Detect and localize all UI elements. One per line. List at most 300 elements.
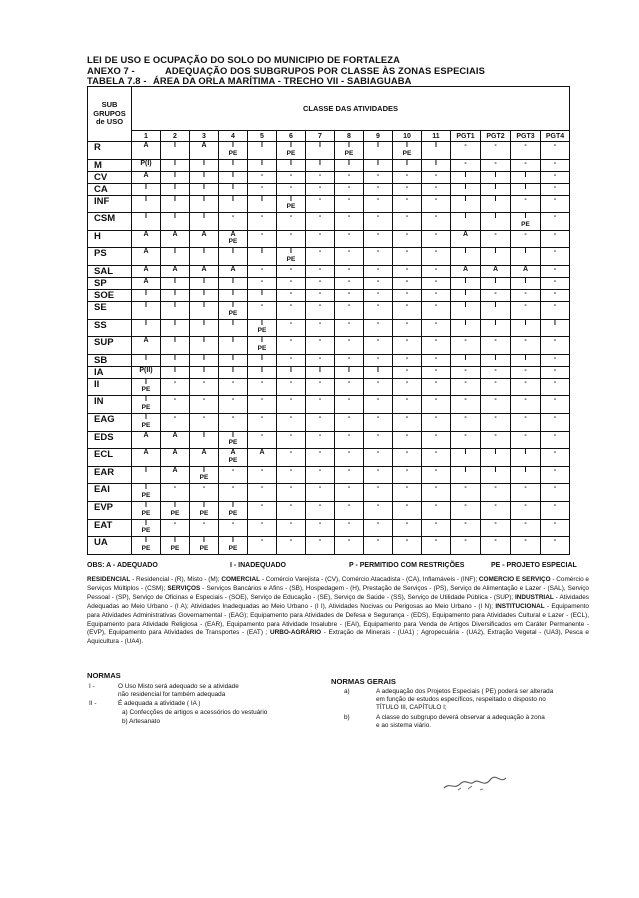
adequacy-cell: - [248,396,277,414]
adequacy-cell: I [481,183,511,195]
adequacy-cell: I [219,159,248,171]
adequacy-cell: - [364,537,393,555]
column-header: 10 [393,131,422,142]
adequacy-cell: - [422,319,451,337]
adequacy-cell: - [422,195,451,213]
adequacy-cell: - [190,484,219,502]
adequacy-cell: I [190,319,219,337]
adequacy-cell: I [511,277,541,289]
column-header-row [88,131,570,142]
adequacy-cell: I PE [132,484,161,502]
adequacy-cell: - [541,501,570,519]
subgroup-cell: SP [88,277,132,289]
adequacy-cell: A [132,449,161,467]
annex-title: ADEQUAÇÃO DOS SUBGRUPOS POR CLASSE ÀS ZONAS ESPECIAIS [165,64,485,76]
adequacy-cell: - [335,289,364,301]
adequacy-cell: A [161,449,190,467]
adequacy-cell: - [481,378,511,396]
adequacy-cell: I [451,289,481,301]
subgroup-cell: EAR [88,466,132,484]
subgroup-cell: CV [88,171,132,183]
adequacy-cell: - [364,396,393,414]
legend-comserv-key: COMERCIO E SERVIÇO [478,576,551,583]
adequacy-cell: I [161,366,190,378]
adequacy-cell: - [541,449,570,467]
adequacy-cell: - [422,301,451,319]
adequacy-cell: - [335,301,364,319]
adequacy-cell: - [481,484,511,502]
adequacy-cell: - [393,519,422,537]
adequacy-cell: I PE [277,195,306,213]
normas-i-mark: I - [89,683,95,690]
adequacy-cell: I [161,159,190,171]
table-row [88,159,570,171]
adequacy-cell: - [541,484,570,502]
normas-gerais-a-mark: a) [344,688,350,695]
adequacy-cell: - [393,337,422,355]
adequacy-cell: - [364,413,393,431]
legend-institucional-key: INSTITUCIONAL [495,602,545,610]
legend-industrial-text: - Atividades Adequadas ao Meio Urbano - (I A); Atividades Inadequadas ao Meio Urbano - (I I), Atividades Nocivas ou Perigosas ao Meio Urbano - (I N); [87,593,589,610]
adequacy-cell: A [161,466,190,484]
legend-comercial-key: COMERCIAL [221,576,261,583]
adequacy-cell: - [335,466,364,484]
adequacy-cell: I PE [219,142,248,160]
adequacy-cell: - [422,449,451,467]
adequacy-cell: A [451,230,481,248]
adequacy-cell: - [541,248,570,266]
table-row [88,142,570,160]
adequacy-cell: - [393,413,422,431]
adequacy-cell: - [161,413,190,431]
adequacy-cell: - [364,248,393,266]
adequacy-cell: - [335,413,364,431]
adequacy-cell: I [451,213,481,231]
adequacy-cell: I PE [219,301,248,319]
adequacy-cell: A [451,265,481,277]
annex-label: ANEXO 7 - [87,64,135,76]
adequacy-cell: I PE [248,319,277,337]
subgroup-cell: EAG [88,413,132,431]
adequacy-cell: - [335,195,364,213]
adequacy-cell: - [422,337,451,355]
adequacy-cell: I [422,142,451,160]
adequacy-cell: I PE [277,142,306,160]
adequacy-cell: I PE [161,537,190,555]
adequacy-cell: I [190,213,219,231]
adequacy-cell: - [277,265,306,277]
adequacy-cell: - [306,277,335,289]
adequacy-cell: I [248,195,277,213]
column-header: 2 [161,131,190,142]
adequacy-cell: I [132,289,161,301]
adequacy-cell: - [511,413,541,431]
adequacy-cell: I [393,159,422,171]
column-header: 11 [422,131,451,142]
adequacy-cell: A [190,449,219,467]
adequacy-cell: I [451,248,481,266]
adequacy-cell: I [161,142,190,160]
adequacy-cell: - [277,378,306,396]
adequacy-cell: - [335,230,364,248]
document-header [87,55,607,87]
column-header: 7 [306,131,335,142]
adequacy-cell: - [511,378,541,396]
adequacy-cell: - [541,396,570,414]
legend-institucional-text: - Equipamento para Atividades Administrativas Governamental - (EAG); Equipamento para Atividades de Defesa e Segurança - (EDS), Equipamento para Atividades Cultural e Lazer - (ECL), Equipamento para Atividade Religiosa - (EAR), Equipamento para Atividade Insalubre - (EAI), Equipamento para Venda de Artigos Diversificados em Caráter Permanente - (EVP), Equipamento para Atividades de Transportes - (EAT) ; [87,602,589,637]
adequacy-cell: I [511,248,541,266]
adequacy-cell: - [541,277,570,289]
adequacy-cell: - [393,301,422,319]
column-header: 8 [335,131,364,142]
adequacy-cell: - [335,277,364,289]
adequacy-cell: I [481,213,511,231]
adequacy-cell: I [219,319,248,337]
law-title: LEI DE USO E OCUPAÇÃO DO SOLO DO MUNICIPIO DE FORTALEZA [87,54,400,65]
adequacy-cell: I [481,449,511,467]
adequacy-cell: - [161,396,190,414]
adequacy-cell: - [422,183,451,195]
adequacy-cell: I [161,337,190,355]
subgroup-cell: INF [88,195,132,213]
adequacy-cell: - [219,484,248,502]
adequacy-cell: A [219,265,248,277]
adequacy-cell: - [219,519,248,537]
adequacy-cell: - [541,171,570,183]
adequacy-cell: I [451,319,481,337]
adequacy-cell: - [248,378,277,396]
adequacy-cell: I [511,171,541,183]
adequacy-cell: - [335,213,364,231]
adequacy-cell: - [306,501,335,519]
adequacy-cell: - [364,277,393,289]
adequacy-cell: - [248,466,277,484]
adequacy-cell: - [248,413,277,431]
adequacy-cell: I [219,248,248,266]
adequacy-cell: - [364,519,393,537]
adequacy-cell: I [511,466,541,484]
subgroup-cell: M [88,159,132,171]
adequacy-cell: I [219,289,248,301]
adequacy-cell: I [511,183,541,195]
adequacy-cell: - [277,230,306,248]
adequacy-cell: - [451,366,481,378]
subgroup-cell: EAI [88,484,132,502]
adequacy-cell: A [132,337,161,355]
subgroup-cell: IA [88,366,132,378]
adequacy-cell: - [393,484,422,502]
adequacy-cell: - [190,396,219,414]
adequacy-cell: - [364,337,393,355]
adequacy-cell: A [132,277,161,289]
adequacy-cell: - [364,431,393,449]
adequacy-cell: - [364,195,393,213]
table-row [88,537,570,555]
adequacy-cell: - [277,354,306,366]
legend-servicos-key: SERVIÇOS [167,584,201,592]
column-header: 1 [132,131,161,142]
normas-ii-mark: II - [89,700,97,707]
adequacy-cell: I [161,301,190,319]
column-header: 3 [190,131,219,142]
adequacy-cell: I [541,319,570,337]
adequacy-cell: - [277,213,306,231]
adequacy-cell: - [511,301,541,319]
adequacy-cell: A [132,142,161,160]
adequacy-cell: A [161,265,190,277]
table-row [88,265,570,277]
normas-a-item: a) Confecções de artigos e acessórios do vestuário [122,709,268,716]
normas-gerais-a-text3: TÍTULO III, CAPÍTULO I; [376,704,447,711]
adequacy-cell: I [132,301,161,319]
adequacy-cell: - [306,171,335,183]
adequacy-cell: - [306,248,335,266]
adequacy-cell: - [277,289,306,301]
adequacy-cell: I [277,366,306,378]
adequacy-cell: - [481,337,511,355]
adequacy-cell: - [364,319,393,337]
adequacy-cell: - [422,484,451,502]
adequacy-cell: A PE [219,230,248,248]
adequacy-cell: - [219,213,248,231]
adequacy-cell: - [481,289,511,301]
adequacy-cell: - [393,319,422,337]
adequacy-cell: I [451,466,481,484]
normas-title: NORMAS [87,671,121,680]
legend-servicos-text: - Serviços Bancários e Afins - (SB), Hospedagem - (H), Prestação de Serviços - (PS), Serviço de Alimentação e Lazer - (SAL), Serviço Pessoal - (SP), Serviço de Oficinas e Especiais - (SOE), Serviço de Educação - (SE), Serviço de Saúde - (SS), Serviço de Utilidade Pública - (SUP); [87,584,589,601]
adequacy-cell: - [335,265,364,277]
column-header: PGT3 [511,131,541,142]
subgroup-cell: SB [88,354,132,366]
adequacy-cell: - [541,337,570,355]
table-label: TABELA 7.8 - [87,75,147,87]
adequacy-cell: - [335,337,364,355]
table-row [88,366,570,378]
legend-comserv-text: - Comércio e Serviços Múltiplos - (CSM); [87,576,589,592]
adequacy-cell: I [219,277,248,289]
adequacy-cell: I PE [219,501,248,519]
adequacy-cell: - [511,431,541,449]
subgroup-cell: SS [88,319,132,337]
adequacy-cell: A [190,142,219,160]
adequacy-cell: - [335,537,364,555]
adequacy-cell: - [393,431,422,449]
adequacy-cell: - [190,413,219,431]
adequacy-cell: - [306,319,335,337]
adequacy-cell: - [393,396,422,414]
obs-inadequado: I - INADEQUADO [230,562,286,569]
adequacy-cell: - [277,449,306,467]
table-row [88,319,570,337]
adequacy-cell: - [335,319,364,337]
adequacy-cell: I PE [277,248,306,266]
adequacy-cell: - [248,431,277,449]
adequacy-cell: I PE [132,378,161,396]
adequacy-cell: I [190,171,219,183]
adequacy-cell: - [451,142,481,160]
adequacy-cell: - [481,142,511,160]
adequacy-cell: - [190,378,219,396]
subgroup-header: SUB GRUPOS de USO [88,87,132,142]
adequacy-cell: - [335,519,364,537]
adequacy-cell: - [422,230,451,248]
column-header: PGT2 [481,131,511,142]
table-row [88,277,570,289]
adequacy-cell: - [364,354,393,366]
adequacy-cell: - [511,396,541,414]
adequacy-cell: - [306,354,335,366]
subgroup-cell: H [88,230,132,248]
adequacy-cell: I [451,195,481,213]
adequacy-table [87,86,570,555]
subgroup-cell: CA [88,183,132,195]
adequacy-cell: - [393,248,422,266]
adequacy-cell: I [219,337,248,355]
adequacy-cell: I [132,354,161,366]
adequacy-cell: - [481,230,511,248]
normas-gerais-title: NORMAS GERAIS [331,677,396,686]
table-row [88,501,570,519]
adequacy-cell: I [306,366,335,378]
adequacy-cell: - [541,431,570,449]
adequacy-cell: - [481,501,511,519]
adequacy-cell: - [393,230,422,248]
subgroup-cell: II [88,378,132,396]
adequacy-cell: - [306,301,335,319]
adequacy-cell: I [219,195,248,213]
adequacy-cell: - [306,213,335,231]
adequacy-cell: I [161,277,190,289]
adequacy-cell: - [219,466,248,484]
adequacy-cell: - [306,378,335,396]
adequacy-cell: - [422,366,451,378]
adequacy-cell: - [422,466,451,484]
table-row [88,519,570,537]
adequacy-cell: - [277,466,306,484]
adequacy-cell: I PE [248,337,277,355]
adequacy-cell: I [190,354,219,366]
adequacy-cell: - [306,230,335,248]
adequacy-cell: I PE [511,213,541,231]
adequacy-cell: - [335,449,364,467]
adequacy-cell: - [248,230,277,248]
legend-residencial-key: RESIDENCIAL [87,576,131,583]
subgroup-cell: EVP [88,501,132,519]
adequacy-cell: - [541,366,570,378]
legend-urbo-key: URBO-AGRÁRIO [269,629,322,637]
adequacy-cell: - [393,183,422,195]
table-row [88,213,570,231]
adequacy-cell: I [248,289,277,301]
adequacy-cell: - [511,501,541,519]
column-header: 4 [219,131,248,142]
adequacy-cell: - [511,159,541,171]
adequacy-cell: - [335,431,364,449]
adequacy-cell: - [393,501,422,519]
adequacy-cell: I [161,248,190,266]
adequacy-cell: - [306,289,335,301]
adequacy-cell: I [364,159,393,171]
adequacy-cell: I [132,466,161,484]
adequacy-cell: I [190,301,219,319]
adequacy-cell: I [511,354,541,366]
table-row [88,354,570,366]
adequacy-cell: - [511,366,541,378]
normas-gerais-b-text1: A classe do subgrupo deverá observar a adequação à zona [376,714,545,721]
adequacy-cell: - [422,289,451,301]
adequacy-cell: - [511,537,541,555]
adequacy-cell: - [306,195,335,213]
adequacy-cell: - [422,396,451,414]
adequacy-cell: - [335,378,364,396]
adequacy-cell: - [422,213,451,231]
adequacy-cell: I [481,195,511,213]
adequacy-cell: - [277,484,306,502]
adequacy-cell: - [277,501,306,519]
adequacy-cell: I [481,277,511,289]
adequacy-cell: I [481,354,511,366]
adequacy-cell: - [541,413,570,431]
adequacy-cell: - [306,466,335,484]
adequacy-cell: - [364,466,393,484]
adequacy-cell: - [277,396,306,414]
adequacy-cell: - [511,195,541,213]
adequacy-cell: - [541,265,570,277]
adequacy-cell: - [364,183,393,195]
adequacy-cell: - [306,183,335,195]
adequacy-cell: I [161,195,190,213]
adequacy-cell: - [335,396,364,414]
adequacy-cell: I [219,183,248,195]
column-header: 9 [364,131,393,142]
adequacy-cell: I [451,183,481,195]
adequacy-cell: I [335,366,364,378]
adequacy-cell: - [364,230,393,248]
adequacy-cell: - [451,396,481,414]
subgroup-cell: SUP [88,337,132,355]
adequacy-cell: I PE [190,466,219,484]
adequacy-cell: I [161,319,190,337]
obs-projeto-especial: PE - PROJETO ESPECIAL [491,562,577,569]
adequacy-cell: - [277,519,306,537]
adequacy-cell: - [161,519,190,537]
subgroup-cell: UA [88,537,132,555]
adequacy-cell: - [422,277,451,289]
adequacy-cell: - [306,537,335,555]
adequacy-cell: - [422,537,451,555]
adequacy-cell: I [481,171,511,183]
adequacy-cell: I PE [132,413,161,431]
legend-urbo-text: - Extração de Minerais - (UA1) ; Agropecuária - (UA2), Extração Vegetal - (UA3), Pesca e Aquicultura - (UA4). [87,629,589,646]
adequacy-cell: - [364,213,393,231]
subgroup-cell: PS [88,248,132,266]
table-row [88,301,570,319]
adequacy-cell: I PE [161,501,190,519]
adequacy-cell: - [451,378,481,396]
adequacy-cell: - [541,537,570,555]
class-header: CLASSE DAS ATIVIDADES [132,87,570,131]
adequacy-cell: - [277,431,306,449]
column-header: 6 [277,131,306,142]
adequacy-cell: I PE [335,142,364,160]
adequacy-cell: I [451,301,481,319]
adequacy-cell: A [132,171,161,183]
adequacy-cell: - [451,159,481,171]
subgroup-cell: IN [88,396,132,414]
adequacy-cell: - [306,449,335,467]
adequacy-cell: I [364,142,393,160]
table-row [88,195,570,213]
